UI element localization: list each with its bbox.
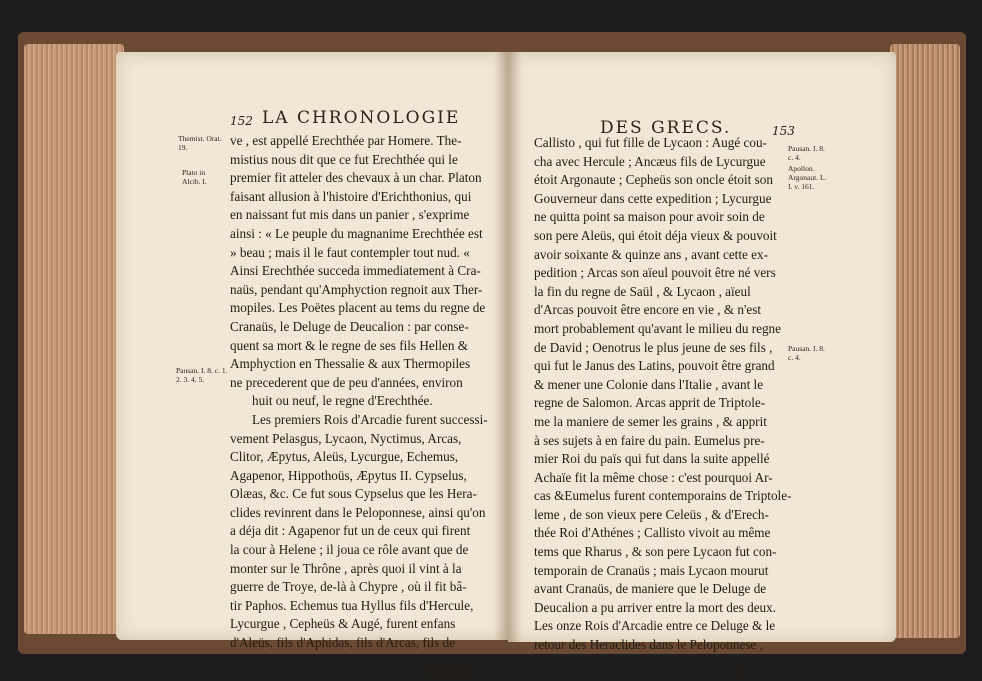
- text-line: naüs, pendant qu'Amphyction regnoit aux Ther-: [230, 281, 483, 297]
- text-line: thée Roi d'Athénes ; Callisto vivoit au même: [534, 525, 771, 541]
- text-line: cha avec Hercule ; Ancæus fils de Lycurgue: [534, 153, 766, 169]
- left-running-title: LA CHRONOLOGIE: [262, 108, 461, 128]
- text-line: quent sa mort & le regne de ses fils Hellen &: [230, 337, 469, 353]
- text-line: » beau ; mais il le faut contempler tout nud. «: [230, 244, 470, 260]
- book-gutter: [494, 52, 522, 642]
- text-line: Les onze Rois d'Arcadie entre ce Deluge & le: [534, 618, 776, 634]
- page-edges-right: [890, 44, 960, 638]
- text-line: premier fit atteler des chevaux à un char. Platon: [230, 170, 482, 186]
- text-line: Achaïe fit la même chose : c'est pourquoi Ar-: [534, 469, 773, 485]
- text-line: étoit Argonaute ; Cepheüs son oncle étoit son: [534, 172, 773, 188]
- text-line: mier Roi du païs qui fut dans la suite appellé: [534, 451, 770, 467]
- right-margin-note-1: Pausan. I. 8. c. 4.: [788, 144, 825, 162]
- right-folio: 153: [772, 124, 795, 138]
- left-folio: 152: [230, 114, 253, 128]
- text-line: Ainsi Erechthée succeda immediatement à Cra-: [230, 263, 481, 279]
- text-line: Cranaüs, le Deluge de Deucalion : par conse-: [230, 318, 469, 334]
- text-line: regne de Salomon. Arcas apprit de Triptole-: [534, 395, 766, 411]
- left-margin-note-3: Pausan. I. 8. c. 1. 2. 3. 4. 5.: [176, 366, 228, 384]
- text-line: tir Paphos. Echemus tua Hyllus fils d'Hercule,: [230, 597, 474, 613]
- text-line: Callisto , qui fut fille de Lycaon : Augé cou-: [534, 135, 767, 150]
- text-line: Les premiers Rois d'Arcadie furent successi-: [252, 411, 488, 427]
- text-line: ainsi : « Le peuple du magnanime Erechthée est: [230, 225, 483, 241]
- text-line: d'Arcas pouvoit être encore en vie , & n'est: [534, 302, 762, 318]
- text-line: guerre de Troye, de-là à Chypre , où il fit bâ-: [230, 579, 467, 595]
- right-page: [508, 52, 896, 680]
- text-line: en naissant fut mis dans un panier , s'exprime: [230, 207, 470, 223]
- left-margin-note-1: Themist. Orat. 19.: [178, 134, 222, 152]
- text-line: Lycurgue , Cepheüs & Augé, furent enfans: [230, 616, 456, 632]
- page-edges-left: [24, 44, 124, 634]
- text-line: Clitor, Æpytus, Aleüs, Lycurgue, Echemus,: [230, 449, 459, 465]
- text-line: temporain de Cranaüs ; mais Lycaon mourut: [534, 562, 769, 578]
- text-line: de David ; Oenotrus le plus jeune de ses fils ,: [534, 339, 773, 355]
- text-line: monter sur le Thrône , après quoi il vint à la: [230, 560, 462, 576]
- text-line: leme , de son vieux pere Celeüs , & d'Erech-: [534, 506, 769, 522]
- text-line: mistius nous dit que ce fut Erechthée qui le: [230, 151, 458, 167]
- right-running-title: DES GRECS.: [600, 118, 732, 138]
- text-line: mopiles. Les Poëtes placent au tems du regne de: [230, 300, 486, 316]
- left-page: [116, 52, 508, 679]
- text-line: vement Pelasgus, Lycaon, Nyctimus, Arcas,: [230, 430, 462, 446]
- text-line: avant Cranaüs, de maniere que le Deluge de: [534, 581, 767, 597]
- text-line: Agapenor, Hippothoüs, Æpytus II. Cypselus,: [230, 467, 467, 483]
- text-line: tems que Rharus , & son pere Lycaon fut con-: [534, 544, 777, 560]
- text-line: & mener une Colonie dans l'Italie , avant le: [534, 376, 764, 392]
- text-line: me la maniere de semer les grains , & apprit: [534, 413, 767, 429]
- text-line: retour des Heraclides dans le Peloponnese ,: [534, 637, 763, 653]
- text-line: son pere Aleüs, qui étoit déja vieux & pouvoit: [534, 227, 777, 243]
- text-line: clides revinrent dans le Peloponnese, ainsi qu'on: [230, 504, 486, 520]
- text-line: cas &Eumelus furent contemporains de Triptole-: [534, 488, 792, 504]
- text-line: Amphyction en Thessalie & aux Thermopiles: [230, 356, 471, 372]
- text-line: qui fut le Janus des Latins, pouvoit être grand: [534, 358, 775, 374]
- text-line: avoir soixante & quinze ans , avant cette ex-: [534, 246, 768, 262]
- text-line: mort probablement qu'avant le milieu du regne: [534, 320, 782, 336]
- text-line: a déja dit : Agapenor fut un de ceux qui firent: [230, 523, 471, 539]
- text-line: à ses sujets à en faire du pain. Eumelus pre-: [534, 432, 765, 448]
- left-margin-note-2: Plato in Alcib. I.: [182, 168, 207, 186]
- signature-mark: V: [734, 664, 745, 680]
- text-line: Olæas, &c. Ce fut sous Cypselus que les Hera-: [230, 486, 477, 502]
- text-line: ne precederent que de peu d'années, environ: [230, 374, 463, 390]
- text-line: ve , est appellé Erechthée par Homere. The-: [230, 133, 462, 148]
- right-margin-note-2: Apollon. Argonaut. L. I. v. 161.: [788, 164, 827, 191]
- text-line: faisant allusion à l'histoire d'Erichthonius, qui: [230, 188, 472, 204]
- right-margin-note-3: Pausan. I. 8. c. 4.: [788, 344, 825, 362]
- text-line: Deucalion a pu arriver entre la mort des deux.: [534, 599, 777, 615]
- text-line: Gouverneur dans cette expedition ; Lycurgue: [534, 190, 772, 206]
- text-line: d'Aleüs, fils d'Aphidas, fils d'Arcas, fils de: [230, 635, 456, 651]
- text-line: pedition ; Arcas son aïeul pouvoit être né vers: [534, 265, 776, 281]
- text-line: la fin du regne de Saül , & Lycaon , aïeul: [534, 283, 751, 299]
- text-line: huit ou neuf, le regne d'Erechthée.: [252, 393, 433, 409]
- right-body-text: [534, 134, 791, 655]
- left-body-text: [230, 132, 488, 653]
- text-line: ne quitta point sa maison pour avoir soin de: [534, 209, 765, 225]
- left-catchword: Callisto: [430, 664, 472, 679]
- text-line: la cour à Helene ; il joua ce rôle avant que de: [230, 542, 469, 558]
